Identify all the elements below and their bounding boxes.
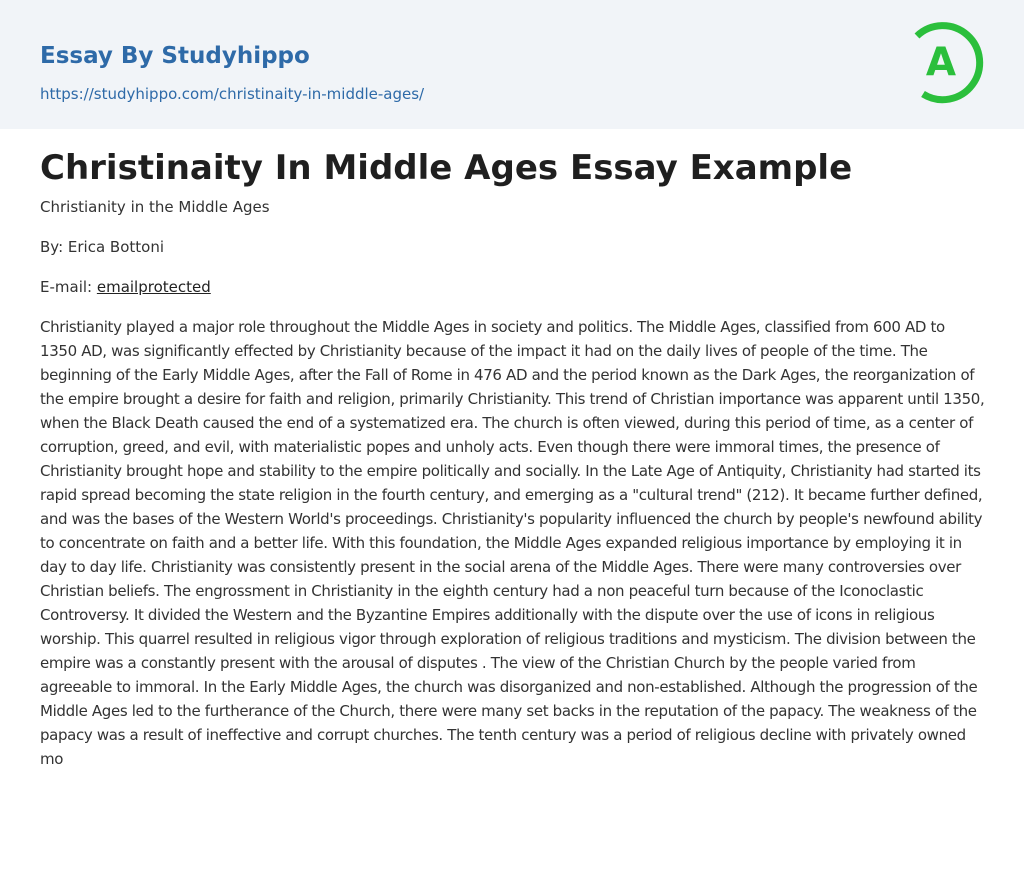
email-label: E-mail:: [40, 278, 97, 296]
logo-icon[interactable]: [911, 18, 987, 106]
article-content: [40, 143, 985, 771]
email-row: [40, 275, 985, 299]
author-line: By: Erica Bottoni: [40, 238, 164, 256]
essay-body: Christianity played a major role throughout the Middle Ages in society and politics. The Middle Ages, classified from 600 AD to 1350 AD, was significantly effected by Christianity because of the impact it had on the daily lives of people of the time. The beginning of the Early Middle Ages, after the Fall of Rome in 476 AD and the period known as the Dark Ages, the reorganization of the empire brought a desire for faith and religion, primarily Christianity. This trend of Christian importance was apparent until 1350, when the Black Death caused the end of a systematized era. The church is often viewed, during this period of time, as a center of corruption, greed, and evil, with materialistic popes and unholy acts. Even though there were immoral times, the presence of Christianity brought hope and stability to the empire politically and socially. In the Late Age of Antiquity, Christianity had started its rapid spread becoming the state religion in the fourth century, and emerging as a "cultural trend" (212). It became further defined, and was the bases of the Western World's proceedings. Christianity's popularity influenced the church by people's newfound ability to concentrate on faith and a better life. With this foundation, the Middle Ages expanded religious importance by employing it in day to day life. Christianity was consistently present in the social arena of the Middle Ages. There were many controversies over Christian beliefs. The engrossment in Christianity in the eighth century had a non peaceful turn because of the Iconoclastic Controversy. It divided the Western and the Byzantine Empires additionally with the dispute over the use of icons in religious worship. This quarrel resulted in religious vigor through exploration of religious traditions and mysticism. The division between the empire was a constantly present with the arousal of disputes . The view of the Christian Church by the people varied from agreeable to immoral. In the Early Middle Ages, the church was disorganized and non-established. Although the progression of the Middle Ages led to the furtherance of the Church, there were many set backs in the reputation of the papacy. The weakness of the papacy was a result of ineffective and corrupt churches. The tenth century was a period of religious decline with privately owned mo: [40, 318, 985, 768]
article-url-link[interactable]: https://studyhippo.com/christinaity-in-middle-ages/: [40, 85, 425, 103]
article-subtitle: Christianity in the Middle Ages: [40, 198, 270, 216]
page-title: Christinaity In Middle Ages Essay Example: [40, 148, 853, 188]
site-header: [0, 0, 1024, 129]
site-brand[interactable]: Essay By Studyhippo: [40, 43, 310, 69]
email-link[interactable]: emailprotected: [96, 278, 211, 296]
svg-text:A: A: [925, 40, 957, 85]
